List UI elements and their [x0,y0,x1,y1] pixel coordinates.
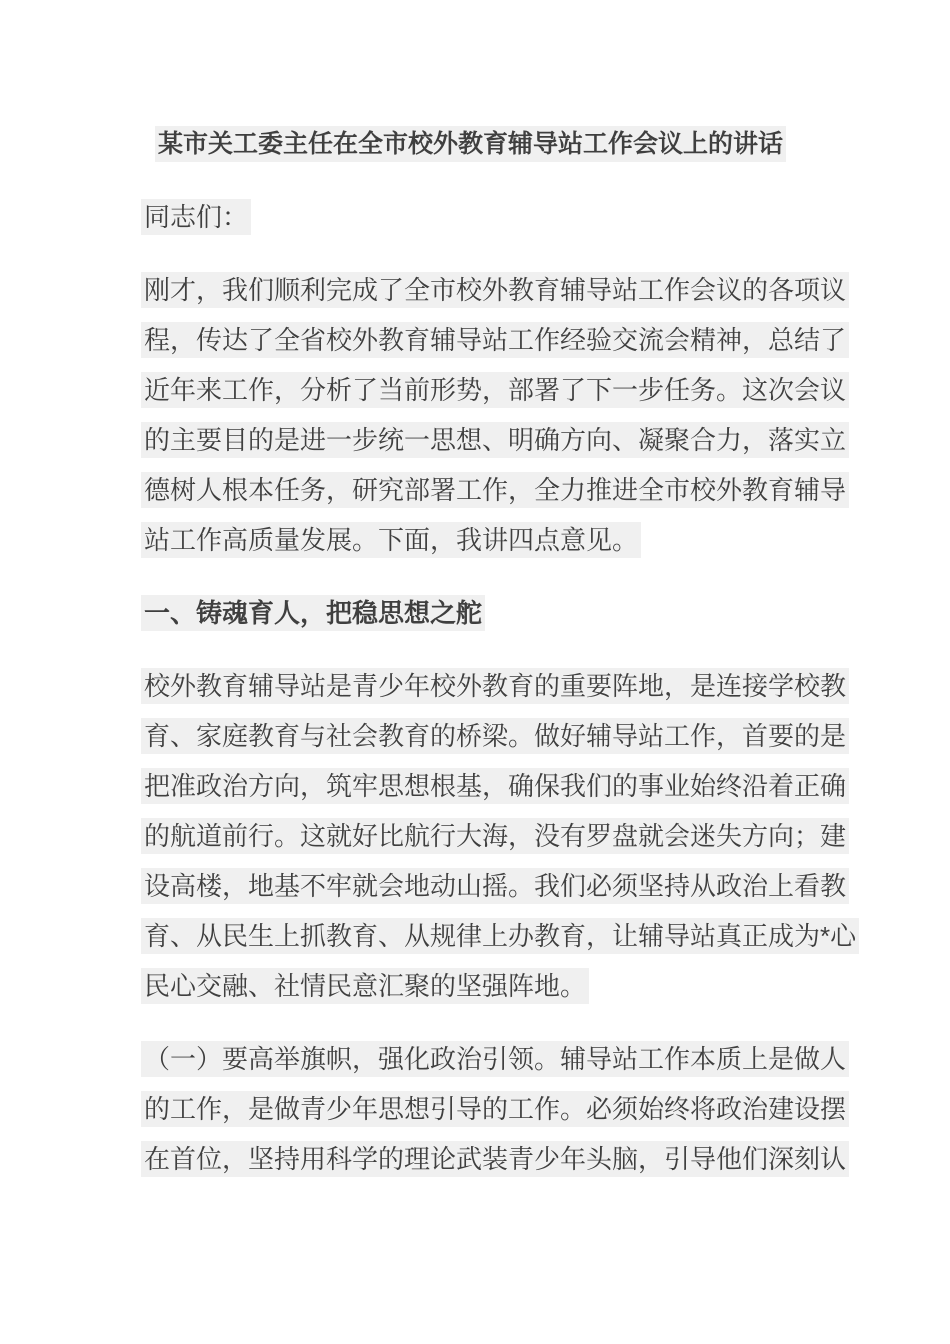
highlighted-text: 的航道前行。这就好比航行大海，没有罗盘就会迷失方向；建 [141,818,849,854]
text-line [141,588,800,638]
highlighted-text: 德树人根本任务，研究部署工作，全力推进全市校外教育辅导 [141,472,849,508]
document-blocks [141,192,857,1184]
text-line [141,961,800,1011]
text-line [141,192,800,242]
highlighted-text: 程，传达了全省校外教育辅导站工作经验交流会精神，总结了 [141,322,849,358]
text-line [141,119,800,169]
highlighted-text: 同志们： [141,199,251,235]
paragraph [141,1034,847,1184]
highlighted-text: 设高楼，地基不牢就会地动山摇。我们必须坚持从政治上看教 [141,868,849,904]
text-line [141,415,847,465]
highlighted-text: 育、从民生上抓教育、从规律上办教育，让辅导站真正成为*心 [141,918,859,954]
highlighted-text: 把准政治方向，筑牢思想根基，确保我们的事业始终沿着正确 [141,768,849,804]
text-line [141,465,847,515]
text-line [141,661,847,711]
text-line [141,911,857,961]
highlighted-text: 近年来工作，分析了当前形势，部署了下一步任务。这次会议 [141,372,849,408]
text-line [141,315,847,365]
highlighted-text: 校外教育辅导站是青少年校外教育的重要阵地，是连接学校教 [141,668,849,704]
highlighted-text: 一、铸魂育人，把稳思想之舵 [141,595,485,631]
text-line [141,811,847,861]
text-line [141,1134,847,1184]
text-line [141,265,847,315]
highlighted-text: 的主要目的是进一步统一思想、明确方向、凝聚合力，落实立 [141,422,849,458]
highlighted-text: （一）要高举旗帜，强化政治引领。辅导站工作本质上是做人 [141,1041,849,1077]
text-line [141,515,800,565]
paragraph [141,192,800,242]
text-line [141,711,847,761]
highlighted-text: 民心交融、社情民意汇聚的坚强阵地。 [141,968,589,1004]
highlighted-text: 育、家庭教育与社会教育的桥梁。做好辅导站工作，首要的是 [141,718,849,754]
highlighted-text: 站工作高质量发展。下面，我讲四点意见。 [141,522,641,558]
paragraph [141,661,857,1011]
paragraph [141,265,847,565]
text-line [141,861,847,911]
document-title: 某市关工委主任在全市校外教育辅导站工作会议上的讲话 [155,126,786,162]
text-line [141,365,847,415]
text-line [141,1084,847,1134]
highlighted-text: 的工作，是做青少年思想引导的工作。必须始终将政治建设摆 [141,1091,849,1127]
highlighted-text: 在首位，坚持用科学的理论武装青少年头脑，引导他们深刻认 [141,1141,849,1177]
highlighted-text: 刚才，我们顺利完成了全市校外教育辅导站工作会议的各项议 [141,272,849,308]
document-title-block [141,119,800,169]
section-heading [141,588,800,638]
text-line [141,761,847,811]
text-line [141,1034,847,1084]
